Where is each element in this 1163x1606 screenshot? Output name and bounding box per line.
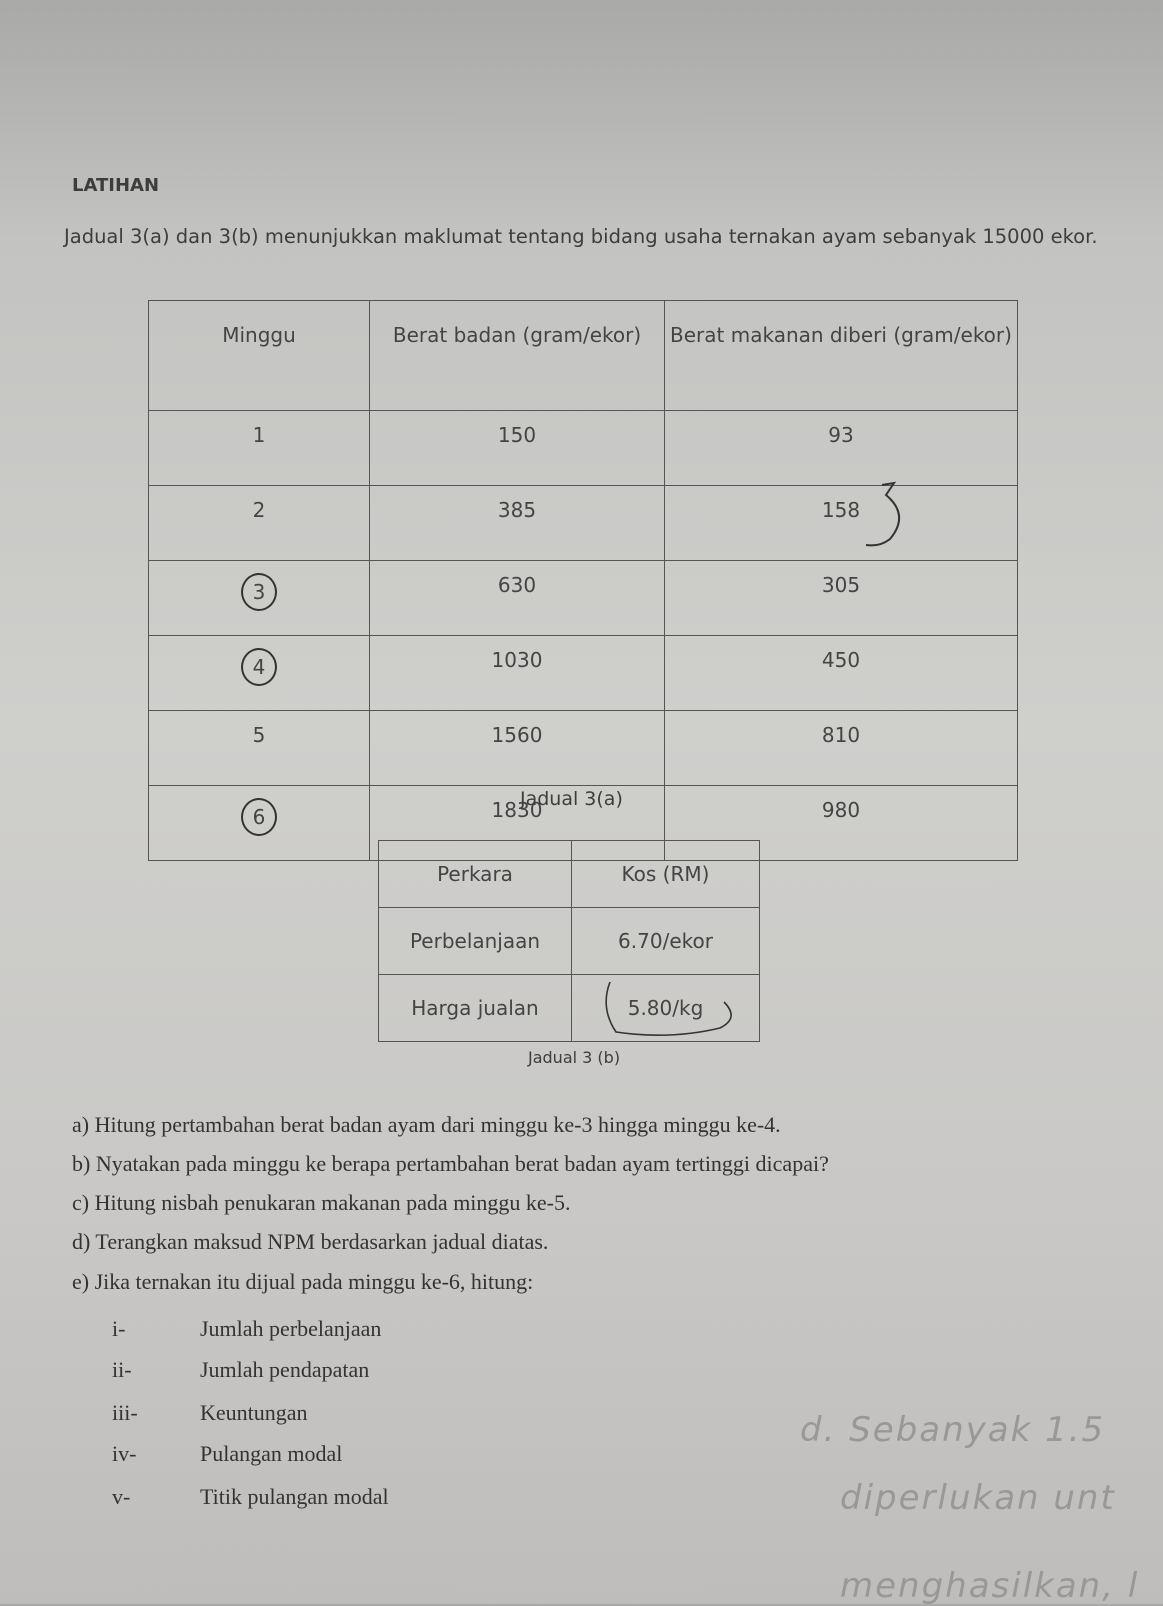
subquestion-number: i- (112, 1316, 126, 1341)
subquestion-number: iv- (112, 1441, 137, 1466)
cell-feed: 93 (665, 411, 1018, 486)
subquestion (112, 1441, 342, 1467)
subquestion (112, 1484, 389, 1510)
handwritten-note-line: menghasilkan, l (840, 1566, 1140, 1606)
table-row (149, 561, 1018, 636)
cell-week: 2 (149, 486, 370, 561)
table-header-row (379, 841, 760, 908)
cell-cost: 5.80/kg (572, 975, 760, 1042)
question-d: d) Terangkan maksud NPM berdasarkan jadual diatas. (72, 1229, 549, 1254)
cell-weight: 1830 (370, 786, 665, 861)
cell-week: 1 (149, 411, 370, 486)
cell-week: 5 (149, 711, 370, 786)
cell-feed: 450 (665, 636, 1018, 711)
subquestion-text: Jumlah pendapatan (200, 1357, 370, 1382)
subquestion (112, 1357, 369, 1383)
handwritten-arrow-icon (860, 475, 920, 555)
cell-cost: 6.70/ekor (572, 908, 760, 975)
circled-week: 6 (241, 798, 277, 836)
cell-weight: 1030 (370, 636, 665, 711)
table-header-row (149, 301, 1018, 411)
table-3b-caption: Jadual 3 (b) (528, 1048, 621, 1067)
header-kos: Kos (RM) (572, 841, 760, 908)
subquestion-number: iii- (112, 1400, 138, 1425)
subquestion-number: ii- (112, 1357, 132, 1382)
cell-feed: 305 (665, 561, 1018, 636)
subquestion-text: Pulangan modal (200, 1441, 343, 1466)
header-minggu: Minggu (149, 301, 370, 411)
cell-feed: 158 (665, 486, 1018, 561)
subquestion-number: v- (112, 1484, 131, 1509)
cell-item: Harga jualan (379, 975, 572, 1042)
subquestion-text: Keuntungan (200, 1400, 308, 1425)
circled-week: 4 (241, 648, 277, 686)
header-berat-badan: Berat badan (gram/ekor) (370, 301, 665, 411)
cell-feed: 810 (665, 711, 1018, 786)
cell-week (149, 561, 370, 636)
subquestion (112, 1316, 381, 1342)
cell-weight: 150 (370, 411, 665, 486)
intro-text: Jadual 3(a) dan 3(b) menunjukkan maklumat tentang bidang usaha ternakan ayam sebanyak 15000 ekor. (64, 225, 1098, 248)
cell-weight: 630 (370, 561, 665, 636)
header-berat-makanan: Berat makanan diberi (gram/ekor) (665, 301, 1018, 411)
table-3a (148, 300, 1018, 861)
subquestion-text: Jumlah perbelanjaan (200, 1316, 382, 1341)
question-c: c) Hitung nisbah penukaran makanan pada minggu ke-5. (72, 1190, 571, 1215)
handwritten-note-line: d. Sebanyak 1.5 (800, 1410, 1106, 1450)
cell-week (149, 636, 370, 711)
header-perkara: Perkara (379, 841, 572, 908)
exercise-title: LATIHAN (72, 175, 160, 196)
handwritten-note-line: diperlukan unt (840, 1478, 1116, 1518)
cell-weight: 1560 (370, 711, 665, 786)
cell-item: Perbelanjaan (379, 908, 572, 975)
question-e: e) Jika ternakan itu dijual pada minggu ke-6, hitung: (72, 1269, 534, 1294)
table-row (379, 908, 760, 975)
circled-week: 3 (241, 573, 277, 611)
cell-weight: 385 (370, 486, 665, 561)
cell-feed: 980 (665, 786, 1018, 861)
subquestion (112, 1400, 308, 1426)
table-row (149, 711, 1018, 786)
handwritten-bracket-icon (600, 978, 750, 1038)
question-b: b) Nyatakan pada minggu ke berapa pertambahan berat badan ayam tertinggi dicapai? (72, 1151, 829, 1176)
subquestion-text: Titik pulangan modal (200, 1484, 389, 1509)
cell-week (149, 786, 370, 861)
question-a: a) Hitung pertambahan berat badan ayam dari minggu ke-3 hingga minggu ke-4. (72, 1112, 781, 1137)
table-3a-caption: Jadual 3(a) (520, 788, 623, 810)
table-row (149, 636, 1018, 711)
